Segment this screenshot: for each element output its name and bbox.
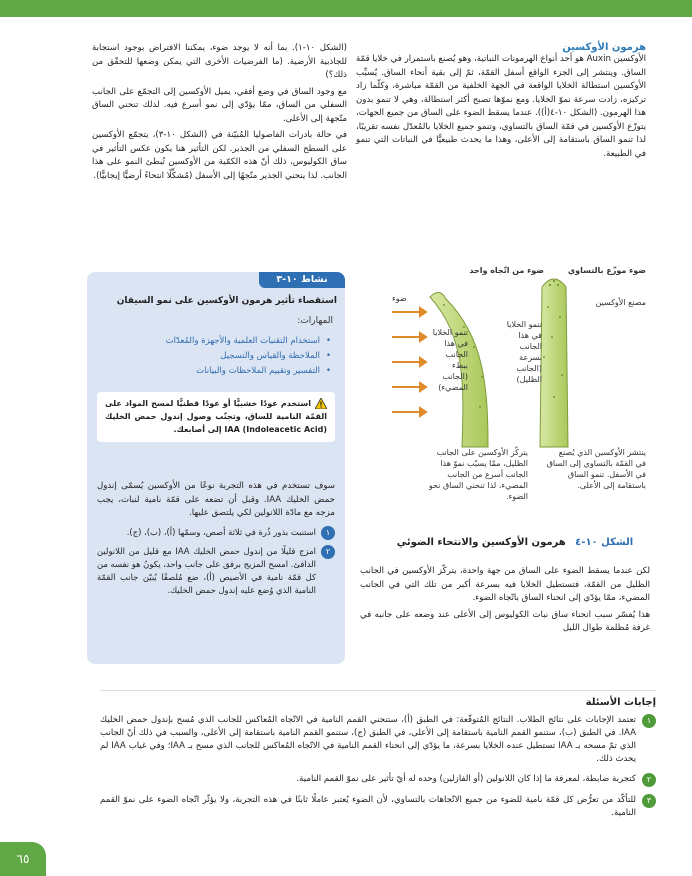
activity-body — [97, 480, 335, 597]
skills-list — [166, 334, 331, 379]
activity-intro: سوف تستخدم في هذه التجربة نوعًا من الأوكسين يُسمّى إندول حمض الخليك IAA. وقبل أن تضعه على قمّة نامية لنبات، يجب مزجه مع مادّة اللانولين لكي يلتصق عليها. — [97, 481, 335, 518]
answer-number: ٣ — [642, 794, 656, 808]
paragraph: في حالة بادرات الفاصوليا المُبيّنة في (الشكل ١٠-٣)، يتجمّع الأوكسين على السطح السفلي من الجذير. لكن التأثير هنا يكون عكس التأثير في ساق الكوليوس، ذلك أنّ هذه الكمّية من الأوكسين تُبطئ النمو على هذا الجانب. لذا ينحني الجذير متّجهًا إلى الأسفل (مُشكِّلًا انتحاءً أرضيًّا إيجابيًّا). — [92, 130, 348, 181]
answer-number: ١ — [642, 714, 656, 728]
label-shaded-grow: تنمو الخلايا في هذا الجانب بسرعة (الجانب الظليل) — [506, 320, 542, 384]
answer-number: ٢ — [642, 773, 656, 787]
paragraph: مع وجود الساق في وضع أفقي، يميل الأوكسين إلى التجمّع على الجانب السفلي من الساق، ممّا يؤدّي إلى نمو أسرع فيه. لذلك تنحني الساق متّجهة إلى الأعلى. — [92, 86, 347, 124]
label-uniform-light: ضوء موزّع بالتساوي — [567, 266, 646, 275]
warning-icon — [315, 398, 327, 409]
note-bent: يتركّز الأوكسين على الجانب الظليل، ممّا يسبّب نموّ هذا الجانب أسرع من الجانب المضيء، لذا تنحني الساق نحو الضوء. — [428, 448, 528, 501]
note-straight: ينتشر الأوكسين الذي يُصنع في القمّة بالتساوي إلى الساق في الأسفل. تنمو الساق باستقامة إلى الأعلى. — [546, 448, 646, 490]
activity-badge: نشاط ١٠-٣ — [259, 272, 345, 288]
activity-box — [87, 272, 345, 664]
skills-heading: المهارات: — [297, 316, 333, 326]
paragraph: الأوكسين Auxin هو أحد أنواع الهرمونات النباتية، وهو يُصنع باستمرار في خلايا قمّة الساق. وينتشر إلى الجزء الواقع أسفل القمّة، ثمّ إلى بقية أنحاء الساق. يُسبِّب الأوكسين استطالة الخلايا الواقعة في الجهة الخلفية من القمّة مباشرة، وكلّما زاد تركيزه، زادت سرعة نموّ الخلايا. ومع نموّها تصبح أكثر استطالة، وهي لا تنمو بدون هذا الهرمون. (الشكل ١٠-٤(أ)). عندما يسقط الضوء على الساق من جميع الجهات، يتوزّع الأوكسين في قمّة الساق بالتساوي، وتنمو جميع الخلايا بالمُعدّل نفسه تقريبًا، لذا تنمو الساق باستقامة إلى الأعلى، وهذا ما يحدث طبيعيًّا في النباتات التي تنمو في الطبيعة. — [356, 54, 647, 159]
answer-text: كتجربة ضابطة، لمعرفة ما إذا كان اللانولين (أو الفازلين) وحده له أيّ تأثير على نموّ القمم النامية. — [296, 774, 636, 784]
straight-shoot — [540, 279, 568, 447]
after-figure-text — [360, 565, 650, 639]
answer-item — [100, 794, 656, 820]
step-item — [97, 545, 335, 597]
label-light: ضوء — [392, 294, 407, 303]
skill-item: • الملاحظة والقياس والتسجيل — [166, 349, 331, 364]
answers-heading: إجابات الأسئلة — [585, 697, 656, 708]
skill-item: • التفسير وتقييم الملاحظات والبيانات — [166, 364, 331, 379]
caption-number: الشكل ١٠-٤ — [575, 537, 634, 548]
phototropism-figure — [384, 257, 646, 519]
label-one-side-light: ضوء من اتّجاه واحد — [469, 266, 544, 275]
label-auxin-made: مصنع الأوكسين — [595, 298, 646, 307]
step-number: ١ — [321, 526, 335, 540]
activity-title: استقصاء تأثير هرمون الأوكسين على نمو السيقان — [116, 296, 337, 306]
answer-text: للتأكّد من تعرُّض كل قمّة نامية للضوء من جميع الاتّجاهات بالتساوي، لأن الضوء يُعتبر عاملًا ثابتًا في هذه التجربة، ولا يؤثّر اتّجاه الضوء على نموّ القمم النامية. — [100, 795, 636, 818]
safety-warning — [97, 392, 335, 442]
step-text: امزج قليلًا من إندول حمض الخليك IAA مع قليل من اللانولين الدافئ. امسح المزيج برفق على جانب واحد، يكونُ هو نفسه من كل قمّة نامية في الأصيص (أ)، ضع مُلصقًا يُبيّن جانب القمّة النامية الذي وُضع عليه إندول حمض الخليك. — [97, 545, 316, 595]
warning-text: استخدم عودًا خشبيًّا أو عودًا قطنيًّا لمسح المواد على القمّة النامية للساق، وتجنّب وصول إندول حمض الخليك (Indoleacetic Acid) IAA إلى أصابعك. — [105, 399, 327, 434]
answer-text: تعتمد الإجابات على نتائج الطلاب. النتائج المُتوقّعة: في الطبق (أ)، ستنحني القمم النامية في الاتّجاه المُعاكس للجانب الذي مُسح بإندول حمض الخليك IAA. في الطبق (ب)، ستنمو القمم النامية باستقامة إلى الأعلى، في الطبق (ج)، ستنمو القمم النامية باستقامة إلى الأعلى، والسبب في ذلك أنّ الجانب الذي تمّ مسحه بـ IAA تستطيل عنده الخلايا بسرعة، ما يؤدّي إلى انحناء القمم النامية في الاتّجاه المُعاكس للجانب الذي مسح بـ IAA؛ وفي غياب IAA لم يحدث ذلك. — [100, 715, 636, 764]
section-title: هرمون الأوكسين — [562, 42, 646, 53]
paragraph: هذا يُفسّر سبب انحناء ساق نبات الكوليوس إلى الأعلى عند وضعه على جانبه في غرفة مُظلمة طوال الليل — [360, 609, 650, 633]
paragraph: لكن عندما يسقط الضوء على الساق من جهة واحدة، يتركّز الأوكسين في الجانب الظليل من القمّة، فتستطيل الخلايا فيه بسرعة أكبر من تلك التي في الجانب المضيء، ممّا يؤدّي إلى انحناء الساق باتّجاه الضوء. — [360, 566, 650, 603]
top-banner — [0, 0, 692, 17]
caption-text: هرمون الأوكسين والانتحاء الضوئي — [396, 537, 566, 548]
answers-section — [100, 690, 656, 827]
skill-item: • استخدام التقنيات العلمية والأجهزة والمُعدّات — [166, 334, 331, 349]
step-item — [97, 526, 335, 540]
step-number: ٢ — [321, 545, 335, 559]
step-text: استنبت بذور ذُرة في ثلاثة أصص، وسمّها (أ)، (ب)، (ج). — [126, 526, 316, 537]
answer-item — [100, 773, 656, 787]
label-lit-slow: تنمو الخلايا في هذا الجانب ببطء (الجانب المضيء) — [432, 328, 468, 392]
figure-caption — [384, 537, 646, 548]
paragraph: (الشكل ١٠-١). بما أنه لا يوجد ضوء، يمكننا الافتراض بوجود استجابة للجاذبية الأرضية. (ما الفرضيات الأخرى التي يمكن وضعها للتحقّق من ذلك؟) — [92, 43, 347, 80]
page-number: ٦٥ — [0, 842, 46, 876]
left-column — [92, 42, 347, 186]
right-column — [356, 42, 646, 164]
answer-item — [100, 714, 656, 766]
